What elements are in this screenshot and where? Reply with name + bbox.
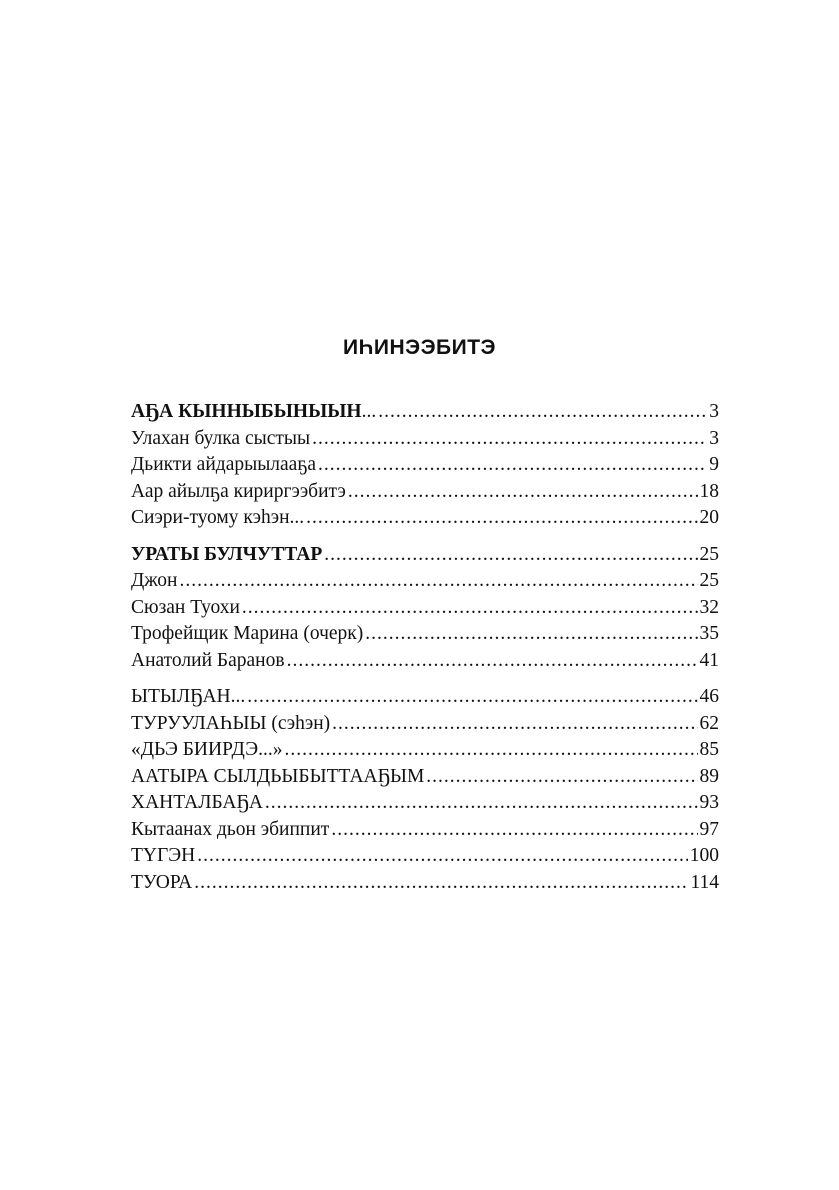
- table-of-contents: [131, 399, 719, 896]
- toc-section-2: [131, 542, 719, 675]
- toc-page-number: 25: [699, 543, 719, 565]
- toc-entry-title: ААТЫРА СЫЛДЬЫБЫТТААҔЫМ: [131, 765, 425, 787]
- toc-page-number: 114: [690, 871, 719, 893]
- toc-leader-dots: [265, 790, 698, 817]
- toc-leader-dots: [242, 595, 698, 622]
- toc-page-number: 62: [699, 712, 719, 734]
- toc-entry[interactable]: [131, 684, 719, 711]
- toc-leader-dots: [348, 479, 698, 506]
- toc-leader-dots: [332, 711, 697, 738]
- toc-entry-title: УРАТЫ БУЛЧУТТАР: [131, 543, 323, 565]
- toc-leader-dots: [365, 621, 697, 648]
- toc-section-3: [131, 684, 719, 896]
- toc-leader-dots: [324, 542, 697, 569]
- toc-entry-title: Кытаанах дьон эбиппит: [131, 818, 330, 840]
- toc-entry-title: Аар айылҕа кириргээбитэ: [131, 480, 346, 502]
- toc-leader-dots: [197, 843, 688, 870]
- toc-page-number: 100: [689, 845, 719, 866]
- toc-entry[interactable]: [131, 870, 719, 897]
- toc-entry[interactable]: [131, 399, 719, 426]
- toc-entry[interactable]: [131, 505, 719, 532]
- toc-page-number: 85: [699, 739, 719, 760]
- toc-entry-title: ТҮГЭН: [131, 845, 196, 866]
- toc-leader-dots: [287, 648, 698, 675]
- toc-entry-title: ТУОРА: [131, 871, 193, 893]
- toc-entry-title: ХАНТАЛБАҔА: [131, 792, 263, 813]
- toc-leader-dots: [194, 870, 688, 897]
- toc-entry-title: Джон: [131, 570, 178, 591]
- toc-entry-title: «ДЬЭ БИИРДЭ...»: [131, 739, 283, 760]
- toc-entry-title: Анатолий Баранов: [131, 649, 285, 671]
- toc-leader-dots: [426, 764, 697, 791]
- toc-entry-title: АҔА КЫННЫБЫНЫЫН...: [131, 401, 377, 422]
- page-title: ИҺИНЭЭБИТЭ: [343, 336, 496, 359]
- toc-leader-dots: [312, 426, 707, 453]
- toc-entry[interactable]: [131, 479, 719, 506]
- toc-entry-title: Сиэри-туому кэһэн...: [131, 507, 305, 528]
- toc-leader-dots: [378, 399, 707, 426]
- toc-entry[interactable]: [131, 817, 719, 844]
- toc-entry[interactable]: [131, 843, 719, 870]
- toc-entry[interactable]: [131, 452, 719, 479]
- toc-entry[interactable]: [131, 621, 719, 648]
- toc-entry-title: ЫТЫЛҔАН...: [131, 686, 246, 707]
- toc-page-number: 3: [709, 427, 719, 449]
- toc-entry-title: ТУРУУЛАҺЫЫ (сэһэн): [131, 712, 331, 734]
- toc-leader-dots: [247, 684, 697, 711]
- toc-entry[interactable]: [131, 648, 719, 675]
- toc-page-number: 3: [709, 401, 719, 422]
- toc-page-number: 93: [699, 792, 719, 813]
- toc-entry-title: Трофейщик Марина (очерк): [131, 623, 364, 644]
- toc-leader-dots: [331, 817, 697, 844]
- toc-leader-dots: [306, 505, 697, 532]
- toc-entry-title: Сюзан Туохи: [131, 596, 240, 618]
- toc-entry[interactable]: [131, 426, 719, 453]
- toc-entry[interactable]: [131, 764, 719, 791]
- toc-leader-dots: [285, 737, 698, 764]
- toc-page-number: 97: [699, 818, 719, 840]
- toc-leader-dots: [318, 452, 707, 479]
- toc-section-1: [131, 399, 719, 532]
- toc-entry[interactable]: [131, 542, 719, 569]
- toc-entry[interactable]: [131, 568, 719, 595]
- toc-page-number: 18: [699, 480, 719, 502]
- toc-entry[interactable]: [131, 737, 719, 764]
- toc-page-number: 46: [699, 686, 719, 707]
- toc-entry[interactable]: [131, 595, 719, 622]
- toc-entry[interactable]: [131, 711, 719, 738]
- toc-entry[interactable]: [131, 790, 719, 817]
- toc-page-number: 89: [699, 765, 719, 787]
- toc-page-number: 32: [699, 596, 719, 618]
- toc-page-number: 9: [709, 454, 719, 475]
- toc-page-number: 41: [699, 649, 719, 671]
- toc-page-number: 35: [699, 623, 719, 644]
- toc-page-number: 25: [699, 570, 719, 591]
- toc-entry-title: Дьикти айдарыылааҕа: [131, 454, 317, 475]
- toc-entry-title: Улахан булка сыстыы: [131, 427, 311, 449]
- toc-leader-dots: [179, 568, 697, 595]
- toc-page-number: 20: [699, 507, 719, 528]
